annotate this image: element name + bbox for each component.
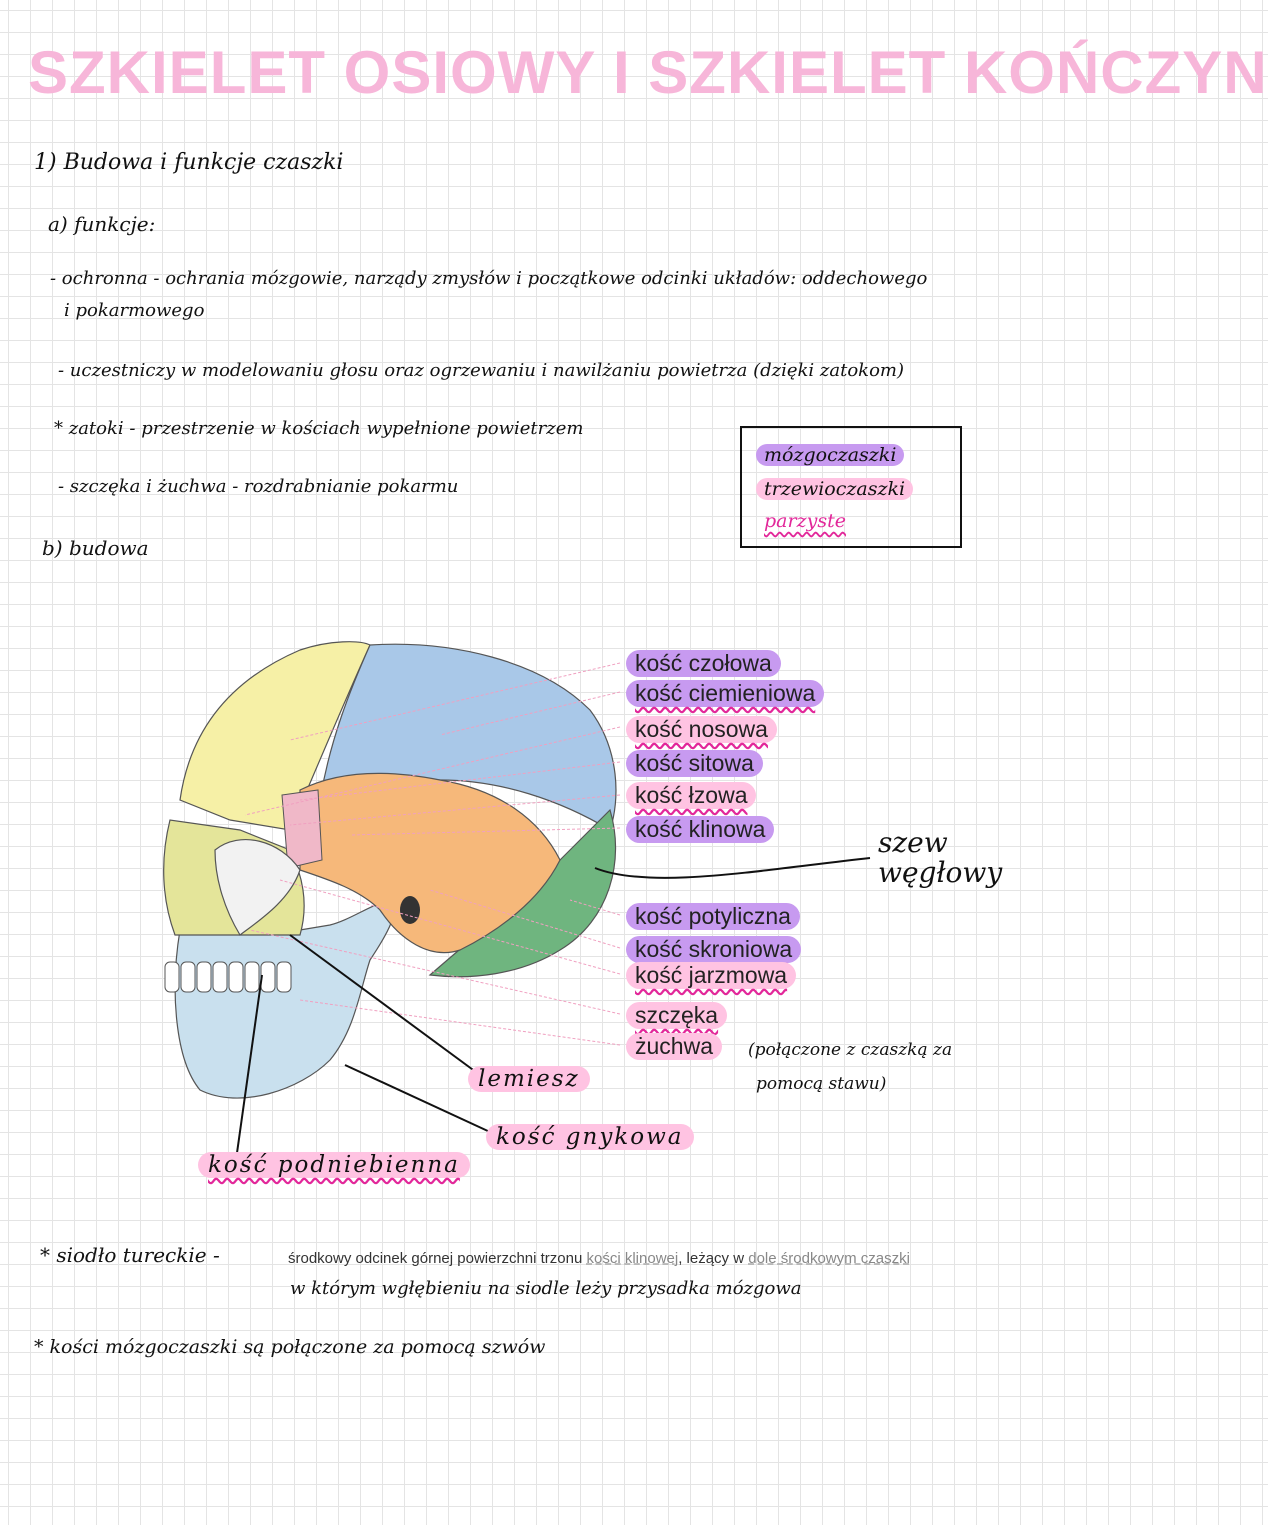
label-vomer: lemiesz [468,1066,590,1092]
function-line-4: - szczęka i żuchwa - rozdrabnianie pokarmu [58,476,459,497]
function-line-2: - uczestniczy w modelowaniu głosu oraz ogrzewaniu i nawilżaniu powietrza (dzięki zatokom) [58,360,905,381]
sella-def-part2: , leżący w [678,1250,745,1267]
label-lacrimal: kość łzowa [626,782,756,809]
legend-paired: parzyste [764,510,846,532]
function-line-1b: i pokarmowego [64,300,205,321]
label-nasal: kość nosowa [626,716,777,743]
label-sphenoid: kość klinowa [626,816,774,843]
label-palatine: kość podniebienna [198,1152,470,1178]
sella-line-2: w którym wgłębieniu na siodle leży przysadka mózgowa [290,1278,802,1299]
label-parietal: kość ciemieniowa [626,680,824,707]
sella-link-sphenoid[interactable]: kości klinowej [586,1250,679,1267]
legend-brain: mózgoczaszki [756,444,904,466]
jaw-note-1: (połączone z czaszką za [748,1040,953,1060]
structure-heading: b) budowa [42,536,149,560]
sella-link-fossa[interactable]: dole środkowym czaszki [748,1250,910,1267]
label-frontal: kość czołowa [626,650,781,677]
label-maxilla: szczęka [626,1002,727,1029]
sella-term: * siodło tureckie - [40,1243,220,1267]
label-zygomatic: kość jarzmowa [626,962,796,989]
sella-def-part1: środkowy odcinek górnej powierzchni trzonu [288,1250,583,1267]
page-title: SZKIELET OSIOWY I SZKIELET KOŃCZYN [28,39,1268,106]
sutures-note: * kości mózgoczaszki są połączone za pomocą szwów [34,1336,546,1358]
jaw-note-2: pomocą stawu) [756,1074,887,1094]
function-line-3: * zatoki - przestrzenie w kościach wypełnione powietrzem [54,418,584,439]
functions-heading: a) funkcje: [48,212,156,236]
function-line-1: - ochronna - ochrania mózgowie, narządy zmysłów i początkowe odcinki układów: oddechowego [50,268,928,289]
legend-visceral: trzewioczaszki [756,478,913,500]
ear-opening [400,896,420,924]
label-hyoid: kość gnykowa [486,1124,694,1150]
label-occipital: kość potyliczna [626,903,800,930]
label-temporal: kość skroniowa [626,936,801,963]
section-heading: 1) Budowa i funkcje czaszki [34,150,344,175]
suture-label: szew węgłowy [878,826,1003,889]
label-mandible: żuchwa [626,1033,722,1060]
label-ethmoid: kość sitowa [626,750,763,777]
suture-line [595,858,870,878]
sella-definition [288,1250,910,1267]
